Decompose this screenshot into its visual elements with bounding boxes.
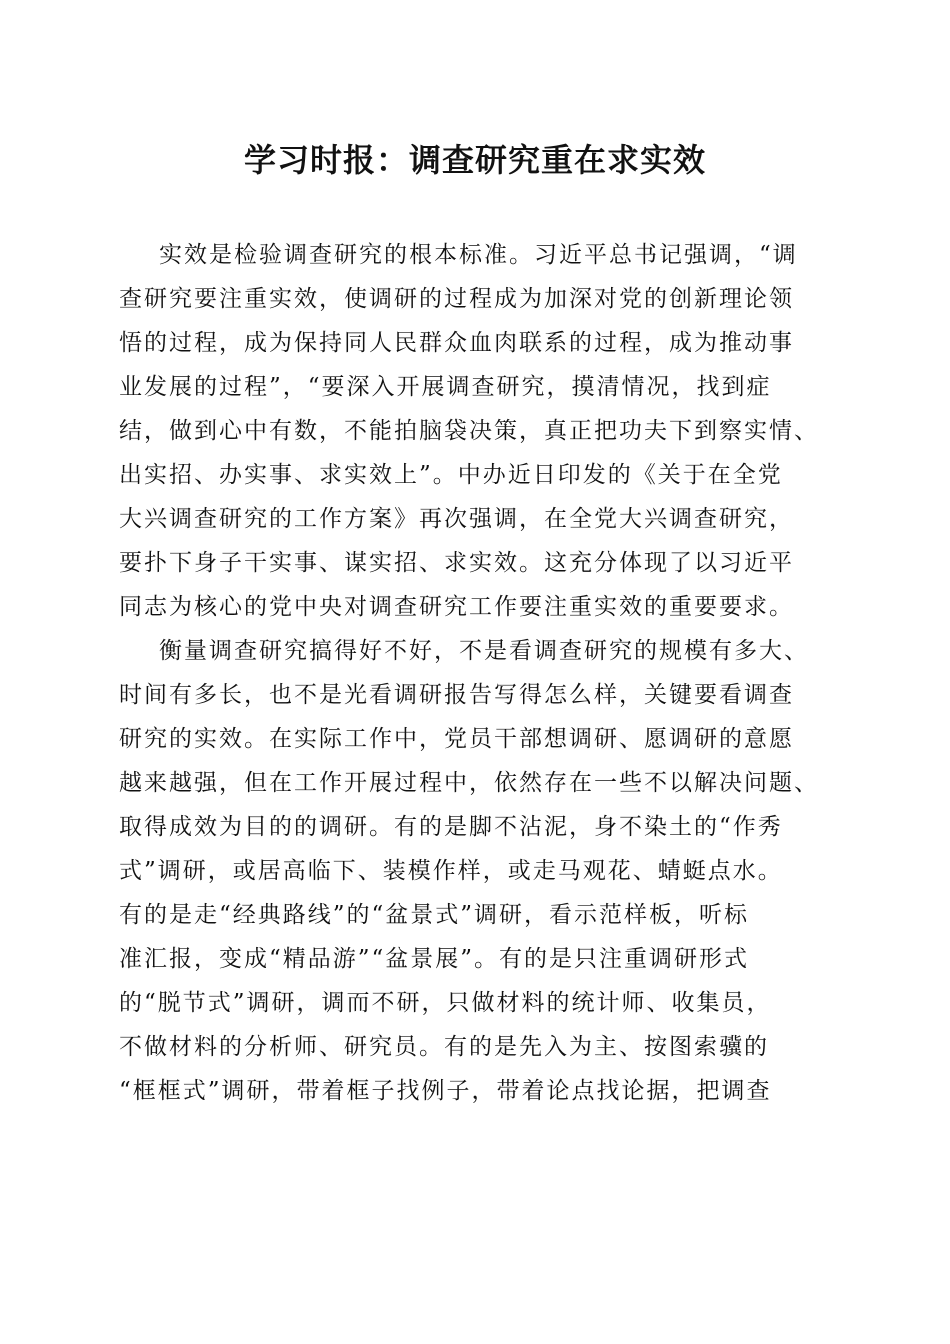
paragraph-1-line-1: 实效是检验调查研究的根本标准。习近平总书记强调，“调	[159, 242, 798, 268]
document-body	[119, 233, 831, 1113]
paragraph-2-line-8: 准汇报，变成“精品游”“盆景展”。有的是只注重调研形式	[119, 946, 750, 972]
paragraph-1-line-2: 查研究要注重实效，使调研的过程成为加深对党的创新理论领	[119, 286, 794, 312]
paragraph-2-line-9: 的“脱节式”调研，调而不研，只做材料的统计师、收集员，	[119, 990, 772, 1016]
paragraph-1-line-3: 悟的过程，成为保持同人民群众血肉联系的过程，成为推动事	[119, 330, 794, 356]
paragraph-2-line-5: 取得成效为目的的调研。有的是脚不沾泥，身不染土的“作秀	[119, 814, 783, 840]
paragraph-1-line-9: 同志为核心的党中央对调查研究工作要注重实效的重要要求。	[119, 594, 794, 620]
paragraph-2-line-4: 越来越强，但在工作开展过程中，依然存在一些不以解决问题、	[119, 770, 819, 796]
paragraph-2-line-10: 不做材料的分析师、研究员。有的是先入为主、按图索骥的	[119, 1034, 769, 1060]
document-title: 学习时报：调查研究重在求实效	[243, 141, 706, 179]
paragraph-2-line-6: 式”调研，或居高临下、装模作样，或走马观花、蜻蜓点水。	[119, 858, 783, 884]
paragraph-1-line-6: 出实招、办实事、求实效上”。中办近日印发的《关于在全党	[119, 462, 783, 488]
paragraph-2-line-3: 研究的实效。在实际工作中，党员干部想调研、愿调研的意愿	[119, 726, 794, 752]
paragraph-1-line-4: 业发展的过程”，“要深入开展调查研究，摸清情况，找到症	[119, 374, 772, 400]
paragraph-2-line-1: 衡量调查研究搞得好不好，不是看调查研究的规模有多大、	[159, 638, 809, 664]
paragraph-2-line-7: 有的是走“经典路线”的“盆景式”调研，看示范样板，听标	[119, 902, 750, 928]
paragraph-1-line-5: 结，做到心中有数，不能拍脑袋决策，真正把功夫下到察实情、	[119, 418, 819, 444]
paragraph-1-line-8: 要扑下身子干实事、谋实招、求实效。这充分体现了以习近平	[119, 550, 794, 576]
paragraph-2-line-2: 时间有多长，也不是光看调研报告写得怎么样，关键要看调查	[119, 682, 794, 708]
paragraph-1-line-7: 大兴调查研究的工作方案》再次强调，在全党大兴调查研究，	[119, 506, 794, 532]
paragraph-2-line-11: “框框式”调研，带着框子找例子，带着论点找论据，把调查	[119, 1078, 772, 1104]
